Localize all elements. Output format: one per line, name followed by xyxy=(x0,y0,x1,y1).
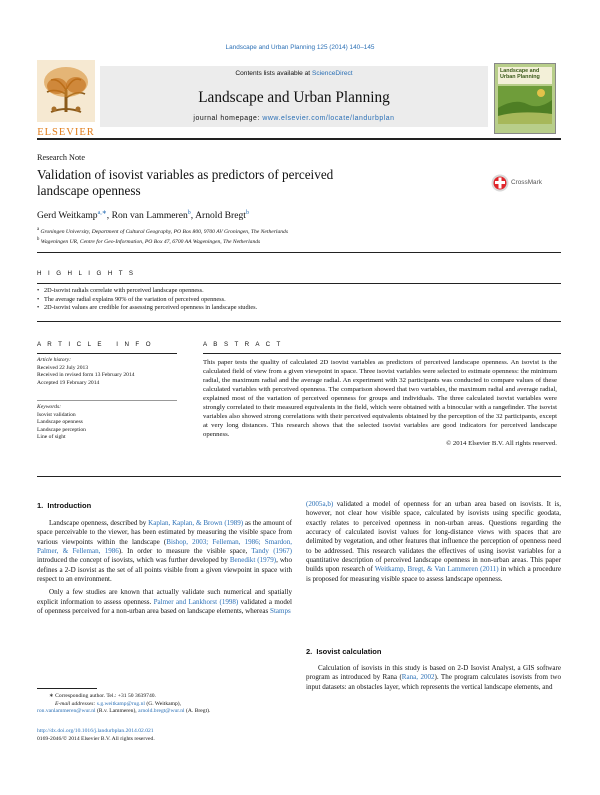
affiliation-a: $^a$ Groningen University, Department of Cultural Geography, PO Box 800, 9700 AV Groningen, The Netherlands xyxy=(37,227,289,235)
article-title-line2: landscape openness xyxy=(37,183,141,198)
abstract-bottom-rule xyxy=(37,476,561,477)
contents-availability xyxy=(100,70,488,77)
article-title-line1: Validation of isovist variables as predictors of perceived xyxy=(37,167,334,182)
doi-link[interactable]: http://dx.doi.org/10.1016/j.landurbplan.2014.02.021 xyxy=(37,728,154,734)
contents-prefix: Contents lists available at xyxy=(235,70,312,77)
ref-bishop-felleman-smardon[interactable]: Bishop, 2003; Felleman, 1986; Smardon, Palmer, & Felleman, 1986 xyxy=(37,537,292,556)
highlights-list xyxy=(37,287,557,313)
elsevier-tree-icon xyxy=(37,60,95,122)
affiliations xyxy=(37,226,288,247)
keyword: Landscape openness xyxy=(37,419,83,426)
section-1-right-column xyxy=(306,500,561,584)
article-info-rule xyxy=(37,353,177,354)
journal-homepage xyxy=(100,115,488,122)
journal-citation[interactable]: Landscape and Urban Planning 125 (2014) 140–145 xyxy=(225,44,375,51)
section-1-heading: 1. Introduction xyxy=(37,501,92,510)
crossmark-icon xyxy=(491,174,509,192)
homepage-prefix: journal homepage: xyxy=(193,115,263,122)
article-info-heading: A R T I C L E I N F O xyxy=(37,341,153,348)
sciencedirect-link[interactable]: ScienceDirect xyxy=(311,70,353,77)
abstract-rule xyxy=(203,353,561,354)
history-revised: Received in revised form 13 February 2014 xyxy=(37,372,135,379)
keyword: Line of sight xyxy=(37,434,66,441)
footnote-rule xyxy=(37,688,97,689)
ref-tandy-1967[interactable]: Tandy (1967) xyxy=(251,547,292,556)
abstract-body xyxy=(203,359,557,449)
header-rule xyxy=(37,138,561,140)
history-received: Received 22 July 2013 xyxy=(37,364,89,371)
article-type: Research Note xyxy=(37,153,85,162)
highlights-heading: H I G H L I G H T S xyxy=(37,270,136,277)
cover-landscape-image xyxy=(495,84,555,132)
intro-paragraph-2-continued: (2005a,b) validated a model of openness for an urban area based on isovists. It is, however, not clear how visible space, calculated by isovists using specific geodata, exactly relates to perceived openness in non-urban areas. Questions regarding the accuracy of calculated isovist values for long-distance views with spaces that are delimited by vegetation, and other features that influence the perception of openness need to be addressed. This research validates the effectives of using isovist variables for a quantitative description of perceived landscape openness in non-urban areas. This paper builds upon research of Weitkamp, Bregt, & Van Lammeren (2011) in which a procedure is proposed for measuring visible space to assess landscape openness. xyxy=(306,500,561,583)
keywords-label: Keywords: xyxy=(37,404,62,410)
email-weitkamp[interactable]: s.g.weitkamp@rug.nl xyxy=(96,700,145,707)
cover-title-panel xyxy=(498,67,552,84)
keyword: Isovist validation xyxy=(37,411,76,418)
ref-weitkamp-2011[interactable]: Weitkamp, Bregt, & Van Lammeren (2011) xyxy=(374,565,499,574)
isovist-paragraph-1: Calculation of isovists in this study is based on 2-D Isovist Analyst, a GIS software program as introduced by Rana (Rana, 2002). The program calculates isovists from two input datasets: an obstacles layer, which represents the vertical landscape elements, and xyxy=(306,664,561,691)
highlight-item: • 2D-isovist radials correlate with perceived landscape openness. xyxy=(37,287,557,296)
author-1[interactable]: Gerd Weitkamp$^{a,∗}$ xyxy=(37,210,107,222)
section-1-left-column xyxy=(37,519,292,616)
section-2-heading: 2. Isovist calculation xyxy=(306,647,382,656)
author-3[interactable]: Arnold Bregt$^b$ xyxy=(195,210,249,222)
journal-cover-thumbnail[interactable] xyxy=(494,63,556,134)
cover-title: Landscape and Urban Planning xyxy=(500,68,540,81)
history-label: Article history: xyxy=(37,357,72,363)
abstract-copyright: © 2014 Elsevier B.V. All rights reserved. xyxy=(446,439,557,447)
issn-copyright: 0169-2046/© 2014 Elsevier B.V. All rights reserved. xyxy=(37,735,155,742)
abstract-text: This paper tests the quality of calculated 2D isovist variables as predictors of perceived landscape openness. An isovist is the calculated field of view from a given viewpoint in space. Three isovist variables were selected to estimate openness: the minimum radial, the maximum radial and the average radial. An experiment with 32 participants was conducted to compare values of these calculated variables with perceived openness. The comparison showed that two variables, the maximum radial and average radial, explained most of the variation of perceived openness for groups and individuals. The three calculated isovist variables were strongly correlated to their measured equivalents in the field, which were obtained with a binocular with a rangefinder. The isovist variables also showed strong correlations with their perceived equivalents obtained by the perception of the 32 participants, except at very long distances. This research shows that the selected isovist variables are good indicators for perceived landscape openness. xyxy=(203,359,557,438)
intro-paragraph-2: Only a few studies are known that actually validate such numerical and spatially explicit information to assess openness. Palmer and Lankhorst (1998) validated a model of openness perceived for a non-urban area based on landscape elements, whereas Stamps xyxy=(37,588,293,616)
highlights-bottom-rule xyxy=(37,321,561,322)
article-title xyxy=(37,167,333,199)
corresponding-author: ∗ Corresponding author. Tel.: +31 50 3639740. xyxy=(49,693,156,699)
ref-rana-2002[interactable]: Rana, 2002 xyxy=(401,673,435,682)
section-2-body xyxy=(306,664,561,692)
intro-paragraph-1: Landscape openness, described by Kaplan, Kaplan, & Brown (1989) as the amount of space perceivable to the viewer, has been estimated by measuring the visible space from various viewpoints within the landscape (Bishop, 2003; Felleman, 1986; Smardon, Palmer, & Felleman, 1986). In order to measure the visible space, Tandy (1967) introduced the concept of isovists, which was further developed by Benedikt (1979), who defines a 2-D isovist as the set of all points visible from a given viewpoint in space with respect to an environment. xyxy=(37,519,292,584)
crossmark-badge[interactable] xyxy=(491,174,556,192)
ref-palmer-lankhorst-1998[interactable]: Palmer and Lankhorst (1998) xyxy=(153,597,239,606)
ref-stamps-2005[interactable]: (2005a,b) xyxy=(306,500,334,508)
email-bregt[interactable]: arnold.bregt@wur.nl xyxy=(138,708,185,715)
highlight-item: • The average radial explains 90% of the variation of perceived openness. xyxy=(37,296,557,305)
publication-info xyxy=(37,728,292,743)
email-vanlammeren[interactable]: ron.vanlammeren@wur.nl xyxy=(37,708,96,715)
email-addresses-continued: ron.vanlammeren@wur.nl (R.v. Lammeren), arnold.bregt@wur.nl (A. Bregt). xyxy=(37,708,211,715)
abstract-heading: A B S T R A C T xyxy=(203,341,283,348)
author-2[interactable]: Ron van Lammeren$^b$ xyxy=(111,210,191,222)
ref-benedikt-1979[interactable]: Benedikt (1979) xyxy=(229,556,277,565)
homepage-link[interactable]: www.elsevier.com/locate/landurbplan xyxy=(262,115,395,122)
footnotes xyxy=(37,693,292,716)
crossmark-label: CrossMark xyxy=(511,179,542,186)
ref-stamps[interactable]: Stamps xyxy=(270,607,291,616)
affiliation-rule xyxy=(37,252,561,253)
elsevier-logo[interactable] xyxy=(37,60,95,138)
highlight-item: • 2D-isovist values are credible for assessing perceived openness in landscape studies. xyxy=(37,304,557,313)
keyword: Landscape perception xyxy=(37,426,86,433)
article-history xyxy=(37,357,177,387)
keywords xyxy=(37,404,177,442)
author-list: Gerd Weitkamp$^{a,∗}$, Ron van Lammeren$^b$, Arnold Bregt$^b$ xyxy=(37,210,249,222)
email-addresses: E-mail addresses: s.g.weitkamp@rug.nl (G. Weitkamp), xyxy=(55,700,182,707)
highlights-rule xyxy=(37,283,561,284)
ref-kaplan-1989[interactable]: Kaplan, Kaplan, & Brown (1989) xyxy=(148,519,244,527)
elsevier-wordmark: ELSEVIER xyxy=(37,127,95,138)
affiliation-b: $^b$ Wageningen UR, Centre for Geo-Information, PO Box 47, 6700 AA Wageningen, The Netherlands xyxy=(37,237,261,246)
journal-title[interactable]: Landscape and Urban Planning xyxy=(198,89,390,106)
keywords-rule xyxy=(37,400,177,401)
history-accepted: Accepted 19 February 2014 xyxy=(37,379,100,386)
